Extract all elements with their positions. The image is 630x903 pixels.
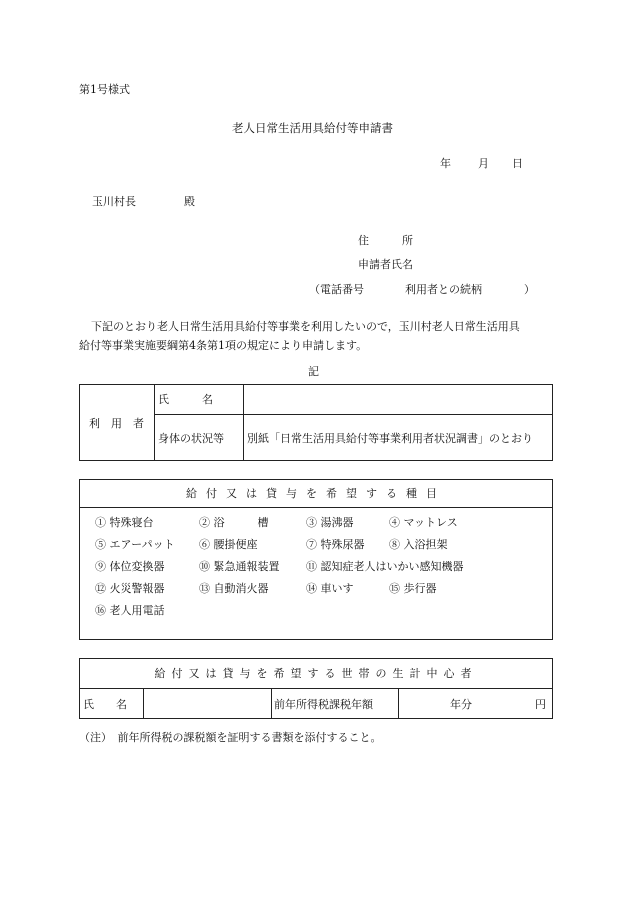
- tax-amount-label: 前年所得税課税年額: [274, 697, 373, 711]
- user-name-field[interactable]: [247, 384, 547, 414]
- user-row-header: 利 用 者: [89, 416, 144, 430]
- item-5[interactable]: ⑤ エアーパット: [95, 538, 175, 551]
- relation-label: 利用者との続柄: [405, 283, 482, 296]
- date-day: 日: [512, 157, 523, 170]
- item-16[interactable]: ⑯ 老人用電話: [95, 604, 165, 617]
- item-10[interactable]: ⑩ 緊急通報装置: [199, 560, 280, 573]
- item-4[interactable]: ④ マットレス: [389, 516, 458, 529]
- item-3[interactable]: ③ 湯沸器: [306, 516, 354, 529]
- household-name-field[interactable]: [147, 688, 267, 719]
- close-paren: ）: [524, 283, 535, 296]
- tax-year-unit: 年分: [450, 697, 472, 711]
- item-8[interactable]: ⑧ 入浴担架: [389, 538, 448, 551]
- body-text-line2: 給付等事業実施要綱第4条第1項の規定により申請します。: [79, 339, 368, 352]
- body-status-value: 別紙「日常生活用具給付等事業利用者状況調書」のとおり: [247, 431, 533, 445]
- item-14[interactable]: ⑭ 車いす: [306, 582, 354, 595]
- footnote: （注） 前年所得税の課税額を証明する書類を添付すること。: [79, 731, 382, 744]
- user-name-label: 氏 名: [158, 393, 213, 406]
- phone-label: （電話番号: [309, 283, 364, 296]
- form-number: 第1号様式: [79, 83, 130, 96]
- item-2[interactable]: ② 浴 槽: [199, 516, 269, 529]
- date-month: 月: [478, 157, 489, 170]
- item-9[interactable]: ⑨ 体位変換器: [95, 560, 165, 573]
- address-label: 住 所: [358, 234, 413, 247]
- household-table-header: 給付又は貸与を希望する世帯の生計中心者: [154, 667, 478, 680]
- item-15[interactable]: ⑮ 歩行器: [389, 582, 437, 595]
- item-1[interactable]: ① 特殊寝台: [95, 516, 154, 529]
- household-name-label: 氏 名: [83, 697, 127, 711]
- applicant-name-label: 申請者氏名: [358, 258, 413, 271]
- item-6[interactable]: ⑥ 腰掛便座: [199, 538, 258, 551]
- body-text-line1: 下記のとおり老人日常生活用具給付等事業を利用したいので，玉川村老人日常生活用具: [91, 320, 520, 333]
- addressee-honorific: 殿: [184, 195, 195, 208]
- body-status-label: 身体の状況等: [158, 431, 224, 445]
- page-title: 老人日常生活用具給付等申請書: [232, 121, 393, 135]
- ki-heading: 記: [308, 365, 319, 378]
- addressee-name: 玉川村長: [92, 195, 136, 208]
- item-11[interactable]: ⑪ 認知症老人はいかい感知機器: [306, 560, 464, 573]
- item-12[interactable]: ⑫ 火災警報器: [95, 582, 165, 595]
- item-7[interactable]: ⑦ 特殊尿器: [306, 538, 365, 551]
- items-table-header: 給付又は貸与を希望する種目: [186, 487, 446, 500]
- item-13[interactable]: ⑬ 自動消火器: [199, 582, 269, 595]
- tax-yen-unit: 円: [535, 697, 546, 711]
- date-year: 年: [440, 157, 451, 170]
